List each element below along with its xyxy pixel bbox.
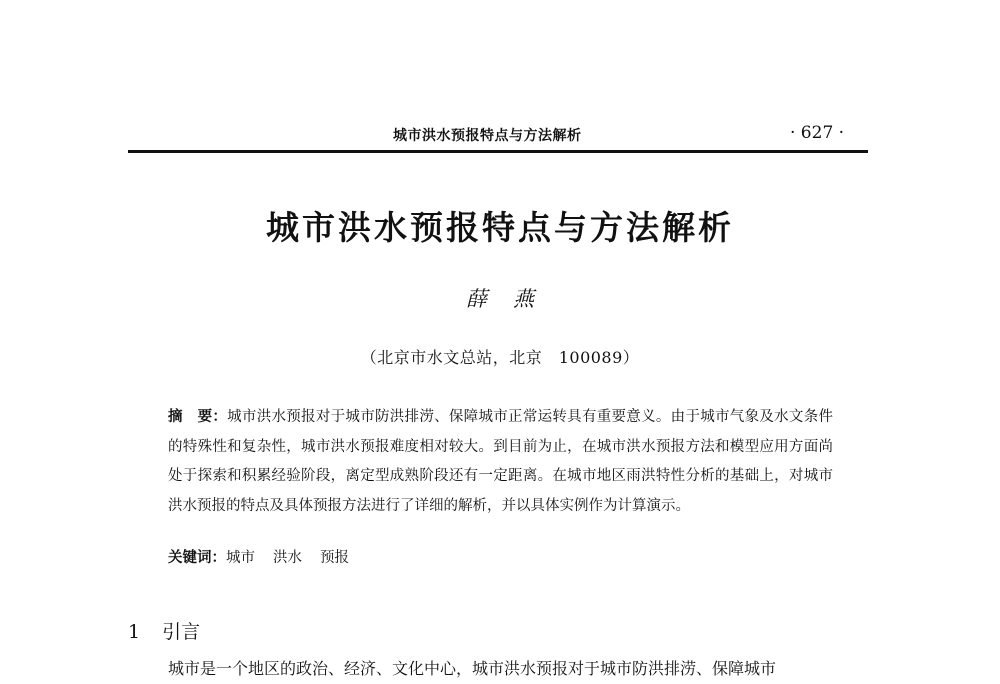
abstract-text: 城市洪水预报对于城市防洪排涝、保障城市正常运转具有重要意义。由于城市气象及水文条件的特殊性和复杂性，城市洪水预报难度相对较大。到目前为止，在城市洪水预报方法和模型应用方面尚处于探索和积累经验阶段，离定型成熟阶段还有一定距离。在城市地区雨洪特性分析的基础上，对城市洪水预报的特点及具体预报方法进行了详细的解析，并以具体实例作为计算演示。 — [168, 409, 834, 514]
section-number: 1 — [128, 621, 141, 643]
running-header: 城市洪水预报特点与方法解析 — [393, 128, 582, 144]
abstract-block — [168, 402, 833, 521]
page-number: · 627 · — [790, 123, 845, 143]
body-paragraph: 城市是一个地区的政治、经济、文化中心，城市洪水预报对于城市防洪排涝、保障城市 — [168, 659, 777, 678]
author-name: 薛燕 — [466, 287, 560, 311]
keyword-item: 预报 — [320, 550, 349, 566]
section-title: 引言 — [162, 621, 201, 643]
author-affiliation: （北京市水文总站，北京 100089） — [360, 348, 640, 367]
section-heading — [128, 617, 200, 644]
header-rule — [128, 150, 868, 153]
keywords-label: 关键词： — [168, 549, 226, 566]
keyword-item: 洪水 — [273, 550, 302, 566]
keyword-item: 城市 — [226, 550, 255, 566]
abstract-label: 摘 要： — [168, 408, 228, 425]
keywords-line — [168, 546, 367, 567]
paper-title: 城市洪水预报特点与方法解析 — [266, 208, 734, 247]
